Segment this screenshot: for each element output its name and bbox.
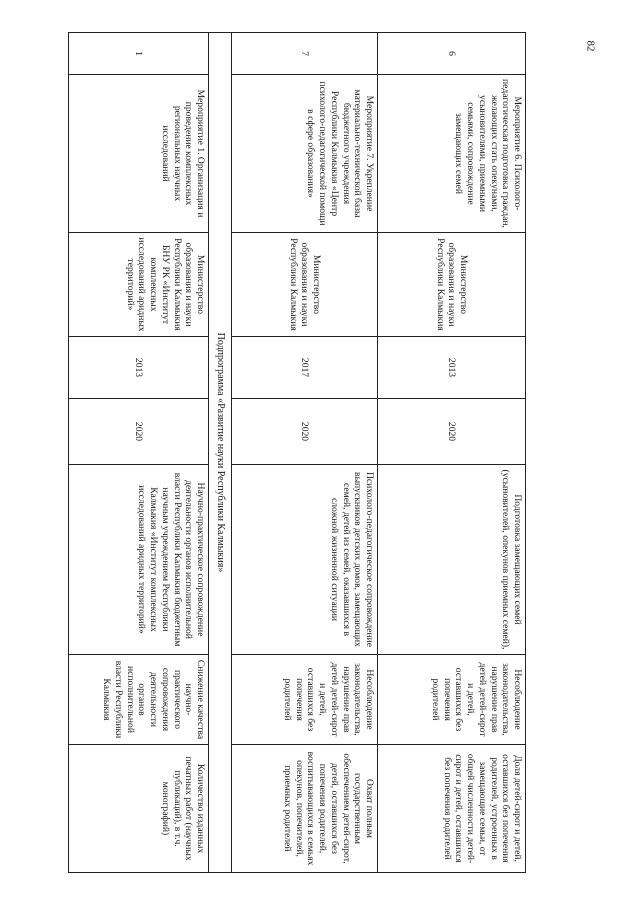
start-year: 2013 [378,337,526,399]
rotated-table-area [68,32,526,872]
table-row [232,33,378,873]
non-implementation-consequence: Несоблюдение законодательства, нарушение прав детей детей-сирот и детей, оставшихся без попечения родителей [232,655,378,745]
start-year: 2017 [232,337,378,399]
end-year: 2020 [232,399,378,465]
expected-result: Научно-практическое сопровождение деятельности органов исполнительной власти Республики Калмыкия бюджетным научным учреждением Республики Калмыкия «Институт комплексных исследований аридных территорий» [69,465,209,655]
rotated-table-container [68,32,526,872]
start-year: 2013 [69,337,209,399]
table-row [69,33,209,873]
subprogram-title: Подпрограмма «Развитие науки Республики Калмыкия» [209,33,232,873]
row-number: 7 [232,33,378,75]
expected-result: Психолого-педагогическое сопровождение выпускников детских домов, замещающих семей, детей из семей, оказавшихся в сложной жизненной ситуации [232,465,378,655]
executor: Министерство образования и науки Республики Калмыкия БНУ РК «Институт комплексных исследований аридных территорий» [69,233,209,337]
target-indicator: Доля детей-сирот и детей, оставшихся без попечения родителей, устроенных в замещающие семьи, от общей численности детей-сирот и детей, оставшихся без попечения родителей [378,745,526,873]
activity-name: Мероприятие 1. Организация и проведение комплексных региональных научных исследований [69,75,209,233]
non-implementation-consequence: Снижение качества научно-практического сопровождения деятельности органов исполнительной власти Республики Калмыкия [69,655,209,745]
executor: Министерство образования и науки Республики Калмыкия [378,233,526,337]
page-number: 82 [584,40,596,52]
executor: Министерство образования и науки Республики Калмыкия [232,233,378,337]
end-year: 2020 [378,399,526,465]
target-indicator: Охват полным государственным обеспечением детей-сирот, детей, оставшихся без попечения родителей, воспитывающихся в семьях опекунов, попечителей, приемных родителей [232,745,378,873]
activities-table [68,32,526,873]
expected-result: Подготовка замещающих семей (усыновителей, опекунов приемных семей), [378,465,526,655]
table-row [378,33,526,873]
end-year: 2020 [69,399,209,465]
row-number: 6 [378,33,526,75]
row-number: 1 [69,33,209,75]
activity-name: Мероприятие 6. Психолого-педагогическая подготовка граждан, желающих стать опекунами, усыновителями, приемными семьями, сопровождение замещающих семей [378,75,526,233]
target-indicator: Количество изданных печатных работ (научных публикаций), в т.ч. монографий) [69,745,209,873]
activity-name: Мероприятие 7. Укрепление материально-технической базы бюджетного учреждения Республики Калмыкия «Центр психолого-педагогической помощи в сфере образования» [232,75,378,233]
non-implementation-consequence: Несоблюдение законодательства, нарушение прав детей детей-сирот и детей, оставшихся без попечения родителей [378,655,526,745]
subprogram-header-row [209,33,232,873]
